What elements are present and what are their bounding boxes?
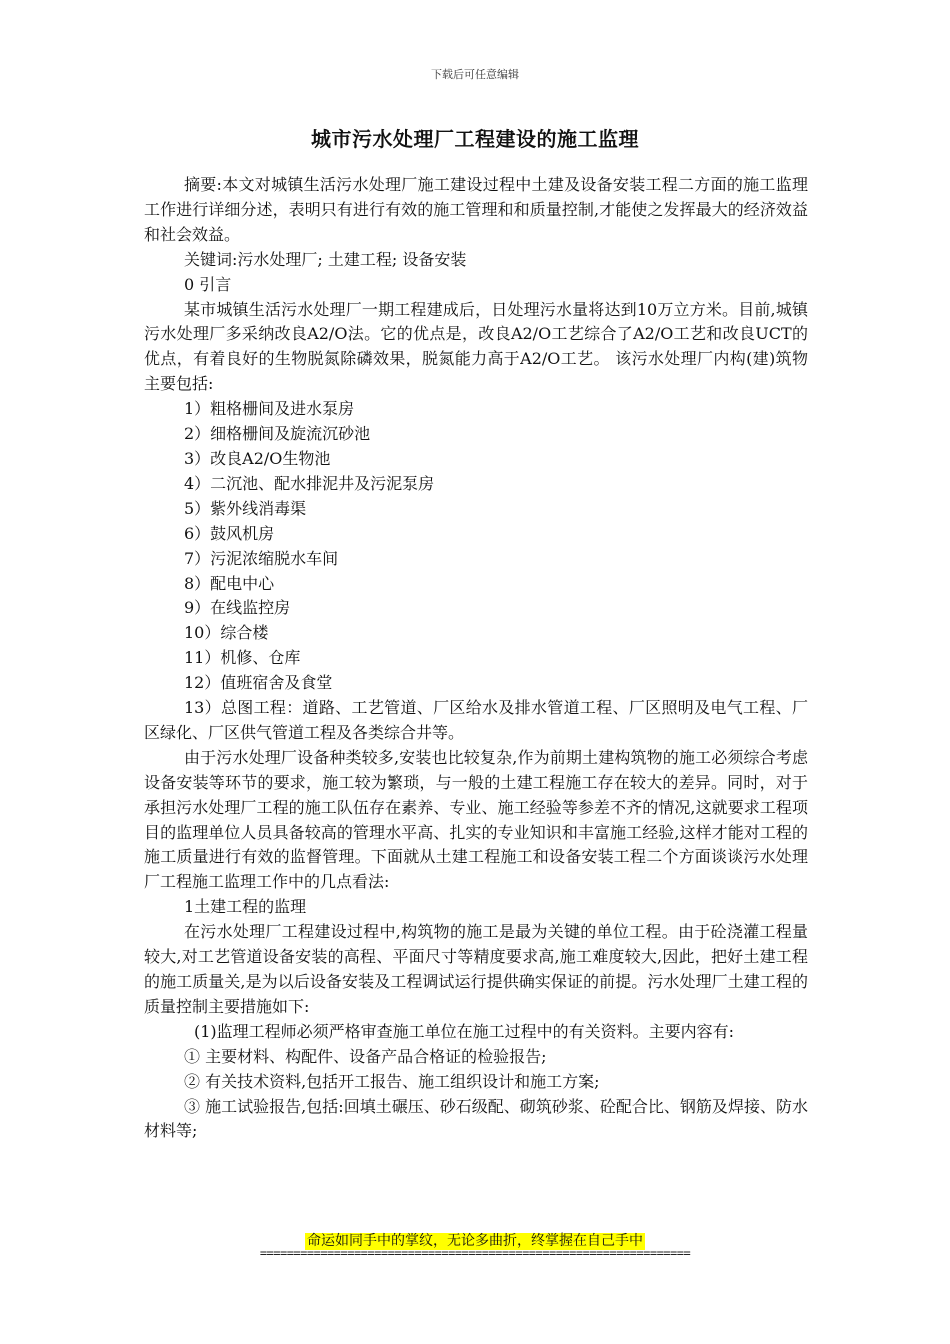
list-item: 9）在线监控房 bbox=[184, 598, 291, 618]
list-item: 4）二沉池、配水排泥井及污泥泵房 bbox=[184, 473, 435, 493]
footer-divider: ================================================================ bbox=[259, 1246, 691, 1260]
list-item: ③ 施工试验报告,包括:回填土碾压、砂石级配、砌筑砂浆、砼配合比、钢筋及焊接、防水材料等; bbox=[144, 1096, 808, 1141]
section-heading-introduction: 0 引言 bbox=[184, 274, 232, 294]
header-note: 下载后可任意编辑 bbox=[431, 68, 519, 81]
list-item: 1）粗格栅间及进水泵房 bbox=[184, 399, 355, 419]
keywords-paragraph: 关键词:污水处理厂; 土建工程; 设备安装 bbox=[184, 249, 467, 269]
list-item: 5）紫外线消毒渠 bbox=[184, 498, 307, 518]
list-item: 2）细格栅间及旋流沉砂池 bbox=[184, 424, 371, 444]
document-title: 城市污水处理厂工程建设的施工监理 bbox=[311, 127, 639, 151]
list-item: 6）鼓风机房 bbox=[184, 523, 275, 543]
footer-motto: 命运如同手中的掌纹，无论多曲折，终掌握在自己手中 bbox=[307, 1233, 643, 1249]
body-paragraph: (1)监理工程师必须严格审查施工单位在施工过程中的有关资料。主要内容有: bbox=[194, 1021, 735, 1041]
document-body bbox=[144, 173, 808, 1144]
list-item: 8）配电中心 bbox=[184, 573, 275, 593]
list-item: 11）机修、仓库 bbox=[184, 648, 301, 668]
body-paragraph: 由于污水处理厂设备种类较多,安装也比较复杂,作为前期土建构筑物的施工必须综合考虑设备安装等环节的要求，施工较为繁琐，与一般的土建工程施工存在较大的差异。同时，对于承担污水处理厂工程的施工队伍存在素养、专业、施工经验等参差不齐的情况,这就要求工程项目的监理单位人员具备较高的管理水平高、扎实的专业知识和丰富施工经验,这样才能对工程的施工质量进行有效的监督管理。下面就从土建工程施工和设备安装工程二个方面谈谈污水处理厂工程施工监理工作中的几点看法: bbox=[144, 747, 808, 892]
list-item: ① 主要材料、构配件、设备产品合格证的检验报告; bbox=[184, 1046, 547, 1066]
list-item: 12）值班宿舍及食堂 bbox=[184, 673, 333, 693]
abstract-paragraph: 摘要:本文对城镇生活污水处理厂施工建设过程中土建及设备安装工程二方面的施工监理工作进行详细分述，表明只有进行有效的施工管理和和质量控制,才能使之发挥最大的经济效益和社会效益。 bbox=[144, 175, 808, 244]
list-item: 13）总图工程：道路、工艺管道、厂区给水及排水管道工程、厂区照明及电气工程、厂区绿化、厂区供气管道工程及各类综合井等。 bbox=[144, 698, 808, 742]
intro-paragraph: 某市城镇生活污水处理厂一期工程建成后，日处理污水量将达到10万立方米。目前,城镇污水处理厂多采纳改良A2/O法。它的优点是，改良A2/O工艺综合了A2/O工艺和改良UCT的优点，有着良好的生物脱氮除磷效果，脱氮能力高于A2/O工艺。 该污水处理厂内构(建)筑物 主要包括: bbox=[144, 299, 808, 394]
list-item: ② 有关技术资料,包括开工报告、施工组织设计和施工方案; bbox=[184, 1071, 600, 1091]
section-heading-civil-works: 1土建工程的监理 bbox=[184, 897, 307, 917]
list-item: 10）综合楼 bbox=[184, 623, 269, 643]
body-paragraph: 在污水处理厂工程建设过程中,构筑物的施工是最为关键的单位工程。由于砼浇灌工程量较大,对工艺管道设备安装的高程、平面尺寸等精度要求高,施工难度较大,因此，把好土建工程的施工质量关,是为以后设备安装及工程调试运行提供确实保证的前提。污水处理厂土建工程的质量控制主要措施如下: bbox=[144, 922, 808, 1016]
list-item: 3）改良A2/O生物池 bbox=[184, 448, 331, 468]
list-item: 7）污泥浓缩脱水车间 bbox=[184, 548, 339, 568]
